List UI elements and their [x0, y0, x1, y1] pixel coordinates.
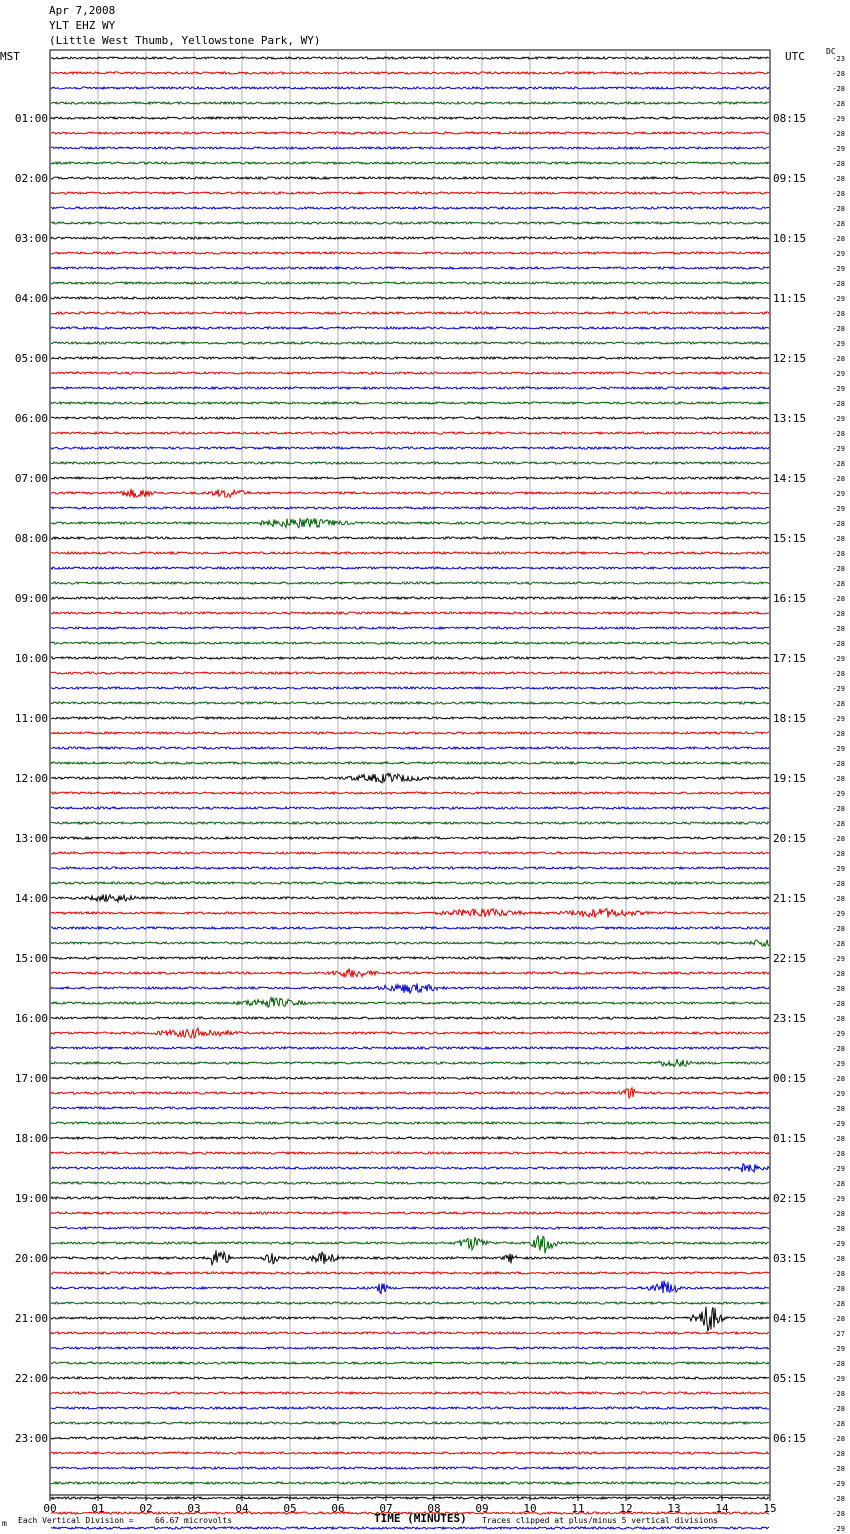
- dc-offset-label: -28: [832, 1450, 845, 1458]
- dc-offset-label: -28: [832, 1300, 845, 1308]
- dc-offset-label: -29: [832, 1525, 845, 1533]
- date-label: Apr 7,2008: [49, 4, 116, 17]
- dc-offset-label: -29: [832, 1375, 845, 1383]
- dc-offset-label: -28: [832, 175, 845, 183]
- seismic-trace: [51, 327, 769, 329]
- utc-hour-label: 00:15: [773, 1072, 807, 1085]
- dc-offset-label: -29: [832, 295, 845, 303]
- dc-offset-label: -28: [832, 190, 845, 198]
- seismic-trace: [51, 597, 769, 599]
- dc-offset-label: -29: [832, 1120, 845, 1128]
- seismic-trace: [51, 1137, 769, 1139]
- seismic-trace: [51, 567, 769, 569]
- seismic-trace: [51, 702, 769, 704]
- seismic-trace: [51, 537, 769, 539]
- dc-offset-label: -28: [832, 1270, 845, 1278]
- seismic-trace: [51, 1482, 769, 1484]
- dc-offset-label: -28: [832, 535, 845, 543]
- dc-offset-label: -28: [832, 220, 845, 228]
- dc-offset-label: -29: [832, 655, 845, 663]
- dc-offset-label: -28: [832, 430, 845, 438]
- seismic-trace: [51, 1302, 769, 1304]
- seismic-trace: [51, 582, 769, 584]
- x-tick-label: 11: [571, 1502, 585, 1515]
- dc-offset-label: -28: [832, 1105, 845, 1113]
- dc-offset-label: -29: [832, 1480, 845, 1488]
- seismic-trace: [51, 1212, 769, 1214]
- dc-offset-label: -28: [832, 1045, 845, 1053]
- x-tick-label: 06: [331, 1502, 345, 1515]
- utc-hour-label: 02:15: [773, 1192, 807, 1205]
- seismic-trace: [51, 207, 769, 209]
- utc-hour-label: 19:15: [773, 772, 807, 785]
- dc-offset-label: -28: [832, 610, 845, 618]
- seismic-trace: [51, 1272, 769, 1274]
- seismic-trace: [51, 117, 769, 119]
- seismic-trace: [51, 1059, 769, 1067]
- x-tick-label: 07: [379, 1502, 393, 1515]
- seismic-trace: [51, 1047, 769, 1049]
- seismic-trace: [51, 102, 769, 104]
- seismic-trace: [51, 940, 769, 947]
- station-label: YLT EHZ WY: [49, 19, 116, 32]
- seismic-trace: [51, 252, 769, 254]
- seismic-trace: [51, 1107, 769, 1109]
- dc-offset-label: -28: [832, 130, 845, 138]
- seismic-trace: [51, 1437, 769, 1439]
- seismic-trace: [51, 1347, 769, 1349]
- utc-hour-label: 14:15: [773, 472, 807, 485]
- x-tick-label: 04: [235, 1502, 249, 1515]
- utc-hour-label: 09:15: [773, 172, 807, 185]
- dc-offset-label: -28: [832, 1420, 845, 1428]
- mst-hour-label: 02:00: [14, 172, 48, 185]
- dc-offset-label: -28: [832, 925, 845, 933]
- dc-offset-label: -28: [832, 280, 845, 288]
- scale-value: 66.67 microvolts: [155, 1516, 233, 1525]
- seismic-trace: [51, 968, 769, 977]
- utc-hour-label: 04:15: [773, 1312, 807, 1325]
- dc-offset-label: -28: [832, 310, 845, 318]
- dc-offset-label: -28: [832, 1150, 845, 1158]
- dc-offset-label: -29: [832, 250, 845, 258]
- dc-offset-label: -28: [832, 1180, 845, 1188]
- corner-mark: m: [2, 1519, 7, 1528]
- seismic-trace: [51, 894, 769, 901]
- mst-hour-label: 22:00: [14, 1372, 48, 1385]
- dc-offset-label: -28: [832, 1210, 845, 1218]
- x-tick-label: 08: [427, 1502, 441, 1515]
- seismic-trace: [51, 1422, 769, 1424]
- seismic-trace: [51, 983, 769, 993]
- dc-offset-label: -28: [832, 1255, 845, 1263]
- seismic-trace: [51, 147, 769, 149]
- seismic-trace: [51, 807, 769, 809]
- seismic-trace: [51, 267, 769, 269]
- dc-offset-label: -28: [832, 1315, 845, 1323]
- x-tick-label: 00: [43, 1502, 57, 1515]
- mst-hour-label: 17:00: [14, 1072, 48, 1085]
- dc-offset-label: -28: [832, 400, 845, 408]
- seismic-trace: [51, 417, 769, 419]
- dc-offset-label: -28: [832, 895, 845, 903]
- dc-offset-label: -29: [832, 1030, 845, 1038]
- dc-offset-label: -29: [832, 1090, 845, 1098]
- dc-offset-label: -28: [832, 700, 845, 708]
- dc-offset-label: -28: [832, 550, 845, 558]
- dc-offset-label: -28: [832, 835, 845, 843]
- seismic-trace: [51, 657, 769, 659]
- utc-hour-label: 05:15: [773, 1372, 807, 1385]
- dc-offset-label: -28: [832, 70, 845, 78]
- seismic-trace: [51, 402, 769, 404]
- seismic-trace: [51, 1197, 769, 1199]
- dc-offset-label: -29: [832, 370, 845, 378]
- dc-offset-label: -29: [832, 505, 845, 513]
- dc-offset-label: -29: [832, 415, 845, 423]
- dc-offset-label: -28: [832, 325, 845, 333]
- mst-hour-label: 09:00: [14, 592, 48, 605]
- x-tick-label: 15: [763, 1502, 777, 1515]
- seismic-trace: [51, 1235, 769, 1253]
- dc-offset-label: -28: [832, 1000, 845, 1008]
- dc-offset-label: -29: [832, 685, 845, 693]
- utc-hour-label: 21:15: [773, 892, 807, 905]
- seismic-trace: [51, 822, 769, 824]
- seismic-trace: [51, 72, 769, 74]
- dc-offset-label: -28: [832, 205, 845, 213]
- seismic-trace: [51, 1362, 769, 1364]
- x-tick-label: 03: [187, 1502, 201, 1515]
- dc-offset-label: -28: [832, 1075, 845, 1083]
- dc-offset-label: -28: [832, 1285, 845, 1293]
- dc-offset-label: -29: [832, 385, 845, 393]
- x-axis-title: TIME (MINUTES): [374, 1512, 467, 1525]
- mst-hour-label: 10:00: [14, 652, 48, 665]
- x-tick-label: 12: [619, 1502, 633, 1515]
- dc-offset-label: -28: [832, 85, 845, 93]
- utc-hour-label: 18:15: [773, 712, 807, 725]
- dc-offset-label: -29: [832, 115, 845, 123]
- seismic-trace: [51, 927, 769, 929]
- seismic-trace: [51, 357, 769, 359]
- mst-hour-label: 23:00: [14, 1432, 48, 1445]
- dc-offset-label: -28: [832, 1015, 845, 1023]
- seismic-trace: [51, 222, 769, 224]
- seismic-trace: [51, 837, 769, 839]
- mst-hour-label: 08:00: [14, 532, 48, 545]
- seismic-trace: [51, 1017, 769, 1019]
- seismic-trace: [51, 1152, 769, 1154]
- seismic-trace: [51, 612, 769, 614]
- dc-offset-label: -28: [832, 355, 845, 363]
- dc-offset-label: -28: [832, 775, 845, 783]
- utc-hour-label: 20:15: [773, 832, 807, 845]
- utc-hour-label: 06:15: [773, 1432, 807, 1445]
- dc-label: DC: [826, 47, 836, 56]
- seismic-trace: [51, 1452, 769, 1454]
- dc-offset-label: -29: [832, 490, 845, 498]
- dc-offset-label: -29: [832, 745, 845, 753]
- seismic-trace: [51, 1250, 769, 1265]
- seismic-trace: [51, 1467, 769, 1469]
- seismic-trace: [51, 1227, 769, 1229]
- dc-offset-label: -28: [832, 985, 845, 993]
- seismic-trace: [51, 732, 769, 734]
- utc-axis-label: UTC: [785, 50, 805, 63]
- seismic-trace: [51, 432, 769, 434]
- dc-offset-label: -28: [832, 235, 845, 243]
- seismic-trace: [51, 957, 769, 959]
- seismic-trace: [51, 162, 769, 164]
- seismic-trace: [51, 507, 769, 509]
- mst-axis-label: MST: [0, 50, 20, 63]
- dc-offset-label: -28: [832, 1435, 845, 1443]
- clip-note: Traces clipped at plus/minus 5 vertical divisions: [482, 1516, 719, 1525]
- dc-offset-label: -28: [832, 730, 845, 738]
- dc-offset-label: -29: [832, 955, 845, 963]
- seismic-trace: [51, 1164, 769, 1172]
- utc-hour-label: 17:15: [773, 652, 807, 665]
- seismic-trace: [51, 132, 769, 134]
- dc-offset-label: -28: [832, 1225, 845, 1233]
- dc-offset-label: -28: [832, 940, 845, 948]
- dc-offset-label: -28: [832, 625, 845, 633]
- seismic-trace: [51, 57, 769, 59]
- seismic-trace: [51, 852, 769, 854]
- seismic-trace: [51, 1182, 769, 1184]
- dc-offset-label: -28: [832, 100, 845, 108]
- mst-hour-label: 03:00: [14, 232, 48, 245]
- seismic-trace: [51, 192, 769, 194]
- mst-hour-label: 07:00: [14, 472, 48, 485]
- dc-offset-label: -28: [832, 1405, 845, 1413]
- seismic-trace: [51, 489, 769, 498]
- dc-offset-label: -28: [832, 970, 845, 978]
- utc-hour-label: 01:15: [773, 1132, 807, 1145]
- mst-hour-label: 05:00: [14, 352, 48, 365]
- utc-hour-label: 12:15: [773, 352, 807, 365]
- utc-hour-label: 08:15: [773, 112, 807, 125]
- seismic-trace: [51, 997, 769, 1007]
- dc-offset-label: -29: [832, 1240, 845, 1248]
- dc-offset-label: -28: [832, 1495, 845, 1503]
- seismic-trace: [51, 1307, 769, 1332]
- seismic-trace: [51, 1122, 769, 1124]
- location-label: (Little West Thumb, Yellowstone Park, WY): [49, 34, 321, 47]
- mst-hour-label: 21:00: [14, 1312, 48, 1325]
- utc-hour-label: 03:15: [773, 1252, 807, 1265]
- dc-offset-label: -29: [832, 1195, 845, 1203]
- seismic-trace: [51, 477, 769, 479]
- seismic-trace: [51, 672, 769, 674]
- mst-hour-label: 06:00: [14, 412, 48, 425]
- seismic-trace: [51, 882, 769, 884]
- seismic-trace: [51, 387, 769, 389]
- dc-offset-label: -27: [832, 1330, 845, 1338]
- dc-offset-label: -28: [832, 805, 845, 813]
- seismic-trace: [51, 909, 769, 918]
- dc-offset-label: -28: [832, 160, 845, 168]
- dc-offset-label: -28: [832, 565, 845, 573]
- mst-hour-label: 11:00: [14, 712, 48, 725]
- seismic-trace: [51, 282, 769, 284]
- dc-offset-label: -28: [832, 460, 845, 468]
- dc-offset-label: -28: [832, 475, 845, 483]
- seismic-trace: [51, 1527, 769, 1529]
- seismic-trace: [51, 1332, 769, 1334]
- dc-offset-label: -29: [832, 1060, 845, 1068]
- dc-offset-label: -28: [832, 1465, 845, 1473]
- seismic-trace: [51, 687, 769, 689]
- dc-offset-label: -28: [832, 880, 845, 888]
- dc-offset-label: -28: [832, 670, 845, 678]
- seismic-trace: [51, 447, 769, 449]
- dc-offset-label: -29: [832, 910, 845, 918]
- seismic-trace: [51, 372, 769, 374]
- mst-hour-label: 01:00: [14, 112, 48, 125]
- utc-hour-label: 16:15: [773, 592, 807, 605]
- seismic-trace: [51, 519, 769, 528]
- seismic-trace: [51, 312, 769, 314]
- seismic-trace: [51, 867, 769, 869]
- seismic-trace: [51, 773, 769, 783]
- seismic-trace: [51, 747, 769, 749]
- dc-offset-label: -28: [832, 1510, 845, 1518]
- x-tick-label: 14: [715, 1502, 729, 1515]
- mst-hour-label: 16:00: [14, 1012, 48, 1025]
- utc-hour-label: 15:15: [773, 532, 807, 545]
- x-tick-label: 01: [91, 1502, 105, 1515]
- dc-offset-label: -29: [832, 1165, 845, 1173]
- seismic-trace: [51, 1407, 769, 1409]
- mst-hour-label: 20:00: [14, 1252, 48, 1265]
- seismic-trace: [51, 1392, 769, 1394]
- dc-offset-label: -28: [832, 760, 845, 768]
- dc-offset-label: -29: [832, 790, 845, 798]
- mst-hour-label: 04:00: [14, 292, 48, 305]
- mst-hour-label: 19:00: [14, 1192, 48, 1205]
- x-tick-label: 09: [475, 1502, 489, 1515]
- mst-hour-label: 15:00: [14, 952, 48, 965]
- seismic-trace: [51, 462, 769, 464]
- x-tick-label: 13: [667, 1502, 681, 1515]
- seismic-trace: [51, 792, 769, 794]
- dc-offset-label: -28: [832, 520, 845, 528]
- dc-offset-label: -28: [832, 820, 845, 828]
- utc-hour-label: 13:15: [773, 412, 807, 425]
- scale-text: Each Vertical Division =: [18, 1516, 134, 1525]
- mst-hour-label: 18:00: [14, 1132, 48, 1145]
- dc-offset-label: -28: [832, 1135, 845, 1143]
- utc-hour-label: 11:15: [773, 292, 807, 305]
- dc-offset-label: -29: [832, 715, 845, 723]
- seismic-trace: [51, 177, 769, 179]
- dc-offset-label: -28: [832, 640, 845, 648]
- utc-hour-label: 22:15: [773, 952, 807, 965]
- mst-hour-label: 12:00: [14, 772, 48, 785]
- mst-hour-label: 13:00: [14, 832, 48, 845]
- seismic-trace: [51, 552, 769, 554]
- utc-hour-label: 23:15: [773, 1012, 807, 1025]
- dc-offset-label: -23: [832, 55, 845, 63]
- dc-offset-label: -28: [832, 1390, 845, 1398]
- utc-hour-label: 10:15: [773, 232, 807, 245]
- mst-hour-label: 14:00: [14, 892, 48, 905]
- dc-offset-label: -29: [832, 865, 845, 873]
- x-tick-label: 10: [523, 1502, 537, 1515]
- seismic-trace: [51, 1497, 769, 1499]
- dc-offset-label: -29: [832, 145, 845, 153]
- seismic-trace: [51, 297, 769, 299]
- seismic-trace: [51, 1028, 769, 1038]
- dc-offset-label: -29: [832, 1345, 845, 1353]
- dc-offset-label: -29: [832, 445, 845, 453]
- seismic-trace: [51, 717, 769, 719]
- seismic-trace: [51, 627, 769, 629]
- seismic-trace: [51, 1088, 769, 1098]
- seismic-trace: [51, 762, 769, 764]
- dc-offset-label: -28: [832, 580, 845, 588]
- seismic-trace: [51, 1077, 769, 1079]
- seismic-trace: [51, 342, 769, 344]
- dc-offset-label: -28: [832, 1360, 845, 1368]
- seismic-trace: [51, 237, 769, 239]
- seismic-trace: [51, 87, 769, 89]
- dc-offset-label: -28: [832, 850, 845, 858]
- x-tick-label: 05: [283, 1502, 297, 1515]
- x-tick-label: 02: [139, 1502, 153, 1515]
- dc-offset-label: -29: [832, 265, 845, 273]
- dc-offset-label: -28: [832, 595, 845, 603]
- seismic-trace: [51, 642, 769, 644]
- dc-offset-label: -29: [832, 340, 845, 348]
- seismic-trace: [51, 1281, 769, 1294]
- seismic-trace: [51, 1377, 769, 1379]
